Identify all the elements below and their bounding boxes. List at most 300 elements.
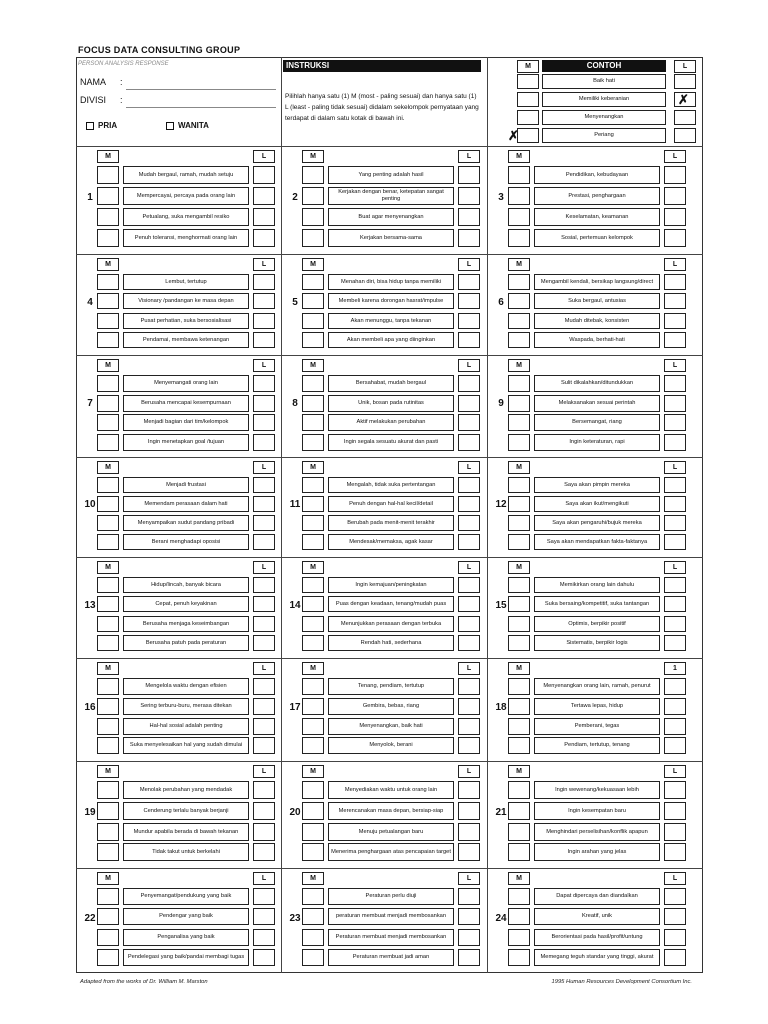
group-m-label: M (508, 258, 530, 271)
least-checkbox[interactable] (253, 293, 275, 309)
grid-line-horizontal (76, 658, 703, 659)
least-checkbox[interactable] (664, 395, 686, 412)
most-checkbox[interactable] (302, 737, 324, 754)
most-checkbox[interactable] (508, 515, 530, 531)
least-checkbox[interactable] (664, 949, 686, 966)
most-checkbox[interactable] (97, 395, 119, 412)
group-number: 23 (289, 912, 301, 924)
group-number: 17 (289, 701, 301, 713)
most-checkbox[interactable] (97, 434, 119, 451)
most-checkbox[interactable] (508, 908, 530, 925)
least-checkbox[interactable] (664, 313, 686, 329)
statement-text: Unik, bosan pada rutinitas (328, 395, 454, 412)
group-m-label: M (508, 662, 530, 675)
most-checkbox[interactable] (508, 434, 530, 451)
most-checkbox[interactable] (97, 888, 119, 905)
most-checkbox[interactable] (508, 929, 530, 946)
statement-text: Ingin wewenang/kekuasaan lebih (534, 781, 660, 799)
statement-text: Menunjukkan perasaan dengan terbuka (328, 616, 454, 632)
least-checkbox[interactable] (458, 929, 480, 946)
statement-text: Menyemangati orang lain (123, 375, 249, 392)
least-checkbox[interactable] (458, 434, 480, 451)
most-checkbox[interactable] (508, 949, 530, 966)
least-checkbox[interactable] (253, 718, 275, 735)
gender-female-option[interactable] (166, 121, 209, 130)
group-number: 2 (292, 192, 298, 203)
least-checkbox[interactable] (253, 616, 275, 632)
statement-text: Cenderung terlalu banyak berjanji (123, 802, 249, 820)
most-checkbox[interactable] (302, 434, 324, 451)
most-checkbox[interactable] (97, 781, 119, 799)
least-checkbox[interactable] (253, 313, 275, 329)
most-checkbox[interactable] (302, 313, 324, 329)
group-number: 1 (87, 192, 93, 203)
example-title: CONTOH (542, 60, 666, 72)
least-checkbox[interactable] (664, 229, 686, 247)
most-checkbox[interactable] (97, 332, 119, 348)
least-checkbox[interactable] (458, 229, 480, 247)
least-checkbox[interactable] (253, 274, 275, 290)
least-checkbox[interactable] (458, 208, 480, 226)
division-field[interactable] (126, 107, 276, 108)
most-checkbox[interactable] (508, 616, 530, 632)
group-number: 15 (495, 599, 507, 611)
most-checkbox[interactable] (97, 698, 119, 715)
group-m-label: M (302, 765, 324, 778)
least-checkbox[interactable] (458, 496, 480, 512)
most-checkbox[interactable] (97, 274, 119, 290)
statement-text: Kreatif, unik (534, 908, 660, 925)
statement-text: Menyampaikan sudut pandang pribadi (123, 515, 249, 531)
least-checkbox[interactable] (253, 698, 275, 715)
most-checkbox[interactable] (508, 802, 530, 820)
example-l-checkbox (674, 74, 696, 89)
least-checkbox[interactable] (458, 949, 480, 966)
most-checkbox[interactable] (508, 395, 530, 412)
least-checkbox[interactable] (458, 718, 480, 735)
statement-text: Akan membeli apa yang diinginkan (328, 332, 454, 348)
least-checkbox[interactable] (664, 843, 686, 861)
most-checkbox[interactable] (302, 375, 324, 392)
statement-text: Memegang teguh standar yang tinggi, akurat (534, 949, 660, 966)
most-checkbox[interactable] (508, 534, 530, 550)
group-m-label: M (97, 359, 119, 372)
most-checkbox[interactable] (302, 414, 324, 431)
least-checkbox[interactable] (458, 293, 480, 309)
most-checkbox[interactable] (302, 515, 324, 531)
most-checkbox[interactable] (97, 313, 119, 329)
group-m-label: M (508, 359, 530, 372)
group-l-label: L (664, 872, 686, 885)
least-checkbox[interactable] (664, 414, 686, 431)
least-checkbox[interactable] (253, 515, 275, 531)
gender-male-option[interactable] (86, 121, 117, 130)
most-checkbox[interactable] (97, 802, 119, 820)
statement-text: Sering terburu-buru, merasa ditekan (123, 698, 249, 715)
most-checkbox[interactable] (508, 477, 530, 493)
group-number: 14 (289, 599, 301, 611)
statement-text: Kerjakan bersama-sama (328, 229, 454, 247)
statement-text: Kerjakan dengan benar, ketepatan sangat penting (328, 187, 454, 205)
group-l-label: L (253, 359, 275, 372)
statement-text: Mempercayai, percaya pada orang lain (123, 187, 249, 205)
statement-text: Ingin kesempatan baru (534, 802, 660, 820)
least-checkbox[interactable] (664, 293, 686, 309)
group-number: 19 (84, 806, 96, 818)
most-checkbox[interactable] (302, 908, 324, 925)
least-checkbox[interactable] (458, 274, 480, 290)
form-subtitle: PERSON ANALYSIS RESPONSE (78, 61, 169, 67)
most-checkbox[interactable] (302, 843, 324, 861)
most-checkbox[interactable] (508, 596, 530, 612)
least-checkbox[interactable] (664, 434, 686, 451)
least-checkbox[interactable] (253, 596, 275, 612)
most-checkbox[interactable] (302, 534, 324, 550)
statement-text: Menghindari perselisihan/konflik apapun (534, 823, 660, 841)
grid-line-horizontal (76, 761, 703, 762)
example-statement: Baik hati (542, 74, 666, 89)
statement-text: Pendamai, membawa ketenangan (123, 332, 249, 348)
group-number: 5 (292, 296, 298, 308)
statement-text: Pemberani, tegas (534, 718, 660, 735)
least-checkbox[interactable] (664, 577, 686, 593)
example-m-cross-icon: ✗ (508, 128, 519, 143)
group-l-label: L (664, 461, 686, 474)
most-checkbox[interactable] (508, 843, 530, 861)
least-checkbox[interactable] (253, 375, 275, 392)
least-checkbox[interactable] (458, 313, 480, 329)
least-checkbox[interactable] (253, 208, 275, 226)
most-checkbox[interactable] (302, 166, 324, 184)
least-checkbox[interactable] (253, 229, 275, 247)
group-m-label: M (302, 461, 324, 474)
most-checkbox[interactable] (508, 414, 530, 431)
most-checkbox[interactable] (302, 781, 324, 799)
least-checkbox[interactable] (664, 908, 686, 925)
least-checkbox[interactable] (253, 823, 275, 841)
statement-text: Mengelola waktu dengan efisien (123, 678, 249, 695)
statement-text: Mundur apabila berada di bawah tekanan (123, 823, 249, 841)
most-checkbox[interactable] (302, 678, 324, 695)
most-checkbox[interactable] (302, 477, 324, 493)
most-checkbox[interactable] (508, 718, 530, 735)
least-checkbox[interactable] (458, 414, 480, 431)
most-checkbox[interactable] (97, 843, 119, 861)
gender-male-checkbox[interactable] (86, 122, 94, 130)
least-checkbox[interactable] (458, 698, 480, 715)
least-checkbox[interactable] (253, 802, 275, 820)
least-checkbox[interactable] (253, 843, 275, 861)
most-checkbox[interactable] (97, 635, 119, 651)
most-checkbox[interactable] (97, 823, 119, 841)
least-checkbox[interactable] (458, 375, 480, 392)
least-checkbox[interactable] (458, 332, 480, 348)
least-checkbox[interactable] (253, 678, 275, 695)
least-checkbox[interactable] (253, 635, 275, 651)
statement-text: peraturan membuat menjadi membosankan (328, 908, 454, 925)
statement-text: Waspada, berhati-hati (534, 332, 660, 348)
least-checkbox[interactable] (253, 781, 275, 799)
statement-text: Pusat perhatian, suka bersosialisasi (123, 313, 249, 329)
most-checkbox[interactable] (97, 208, 119, 226)
least-checkbox[interactable] (664, 718, 686, 735)
group-l-label: L (458, 561, 480, 574)
most-checkbox[interactable] (302, 208, 324, 226)
statement-text: Buat agar menyenangkan (328, 208, 454, 226)
most-checkbox[interactable] (508, 166, 530, 184)
least-checkbox[interactable] (664, 737, 686, 754)
least-checkbox[interactable] (253, 577, 275, 593)
group-m-label: M (97, 258, 119, 271)
most-checkbox[interactable] (508, 678, 530, 695)
least-checkbox[interactable] (664, 823, 686, 841)
least-checkbox[interactable] (253, 908, 275, 925)
statement-text: Pendengar yang baik (123, 908, 249, 925)
most-checkbox[interactable] (97, 596, 119, 612)
statement-text: Keselamatan, keamanan (534, 208, 660, 226)
most-checkbox[interactable] (508, 781, 530, 799)
least-checkbox[interactable] (253, 477, 275, 493)
grid-line-horizontal (76, 146, 703, 147)
least-checkbox[interactable] (253, 187, 275, 205)
least-checkbox[interactable] (664, 678, 686, 695)
statement-text: Suka bergaul, antusias (534, 293, 660, 309)
most-checkbox[interactable] (97, 477, 119, 493)
grid-line-vertical (487, 57, 488, 973)
least-checkbox[interactable] (458, 477, 480, 493)
most-checkbox[interactable] (508, 888, 530, 905)
most-checkbox[interactable] (508, 375, 530, 392)
statement-text: Sistematis, berpikir logis (534, 635, 660, 651)
group-l-label: L (458, 872, 480, 885)
statement-text: Saya akan pimpin mereka (534, 477, 660, 493)
most-checkbox[interactable] (97, 577, 119, 593)
group-l-label: L (253, 461, 275, 474)
group-number: 24 (495, 912, 507, 924)
statement-text: Memendam perasaan dalam hati (123, 496, 249, 512)
most-checkbox[interactable] (302, 229, 324, 247)
least-checkbox[interactable] (253, 737, 275, 754)
statement-text: Merencanakan masa depan, bersiap-siap (328, 802, 454, 820)
most-checkbox[interactable] (97, 616, 119, 632)
statement-text: Gembira, bebas, riang (328, 698, 454, 715)
most-checkbox[interactable] (97, 515, 119, 531)
most-checkbox[interactable] (302, 718, 324, 735)
group-l-label: L (664, 765, 686, 778)
group-m-label: M (302, 150, 324, 163)
least-checkbox[interactable] (253, 888, 275, 905)
least-checkbox[interactable] (458, 781, 480, 799)
most-checkbox[interactable] (302, 616, 324, 632)
least-checkbox[interactable] (664, 187, 686, 205)
most-checkbox[interactable] (508, 823, 530, 841)
most-checkbox[interactable] (508, 737, 530, 754)
statement-text: Penganalisa yang baik (123, 929, 249, 946)
least-checkbox[interactable] (664, 166, 686, 184)
group-m-label: M (97, 150, 119, 163)
least-checkbox[interactable] (458, 888, 480, 905)
most-checkbox[interactable] (97, 718, 119, 735)
least-checkbox[interactable] (664, 698, 686, 715)
statement-text: Berusaha mencapai kesempurnaan (123, 395, 249, 412)
least-checkbox[interactable] (253, 434, 275, 451)
most-checkbox[interactable] (97, 908, 119, 925)
least-checkbox[interactable] (458, 166, 480, 184)
group-l-label: L (458, 150, 480, 163)
most-checkbox[interactable] (302, 802, 324, 820)
least-checkbox[interactable] (458, 187, 480, 205)
most-checkbox[interactable] (302, 698, 324, 715)
statement-text: Prestasi, penghargaan (534, 187, 660, 205)
least-checkbox[interactable] (664, 208, 686, 226)
most-checkbox[interactable] (508, 698, 530, 715)
most-checkbox[interactable] (97, 229, 119, 247)
least-checkbox[interactable] (664, 888, 686, 905)
statement-text: Hal-hal sosial adalah penting (123, 718, 249, 735)
most-checkbox[interactable] (302, 496, 324, 512)
statement-text: Menjadi frustasi (123, 477, 249, 493)
most-checkbox[interactable] (302, 293, 324, 309)
most-checkbox[interactable] (508, 187, 530, 205)
most-checkbox[interactable] (508, 274, 530, 290)
footer-credit: Adapted from the works of Dr. William M. Marston (80, 979, 208, 985)
statement-text: Menyenangkan, baik hati (328, 718, 454, 735)
least-checkbox[interactable] (664, 616, 686, 632)
most-checkbox[interactable] (97, 949, 119, 966)
least-checkbox[interactable] (253, 395, 275, 412)
statement-text: Bersahabat, mudah bergaul (328, 375, 454, 392)
statement-text: Pendelegasi yang baik/pandai membagi tugas (123, 949, 249, 966)
least-checkbox[interactable] (458, 908, 480, 925)
most-checkbox[interactable] (302, 823, 324, 841)
statement-text: Tenang, pendiam, tertutup (328, 678, 454, 695)
group-number: 3 (498, 192, 504, 203)
most-checkbox[interactable] (508, 313, 530, 329)
statement-text: Sosial, pertemuan kelompok (534, 229, 660, 247)
statement-text: Menuju petualangan baru (328, 823, 454, 841)
most-checkbox[interactable] (302, 888, 324, 905)
most-checkbox[interactable] (508, 293, 530, 309)
statement-text: Ingin kemajuan/peningkatan (328, 577, 454, 593)
group-l-label: L (458, 662, 480, 675)
statement-text: Ingin segala sesuatu akurat dan pasti (328, 434, 454, 451)
most-checkbox[interactable] (302, 274, 324, 290)
least-checkbox[interactable] (664, 635, 686, 651)
most-checkbox[interactable] (302, 187, 324, 205)
most-checkbox[interactable] (508, 635, 530, 651)
least-checkbox[interactable] (458, 515, 480, 531)
most-checkbox[interactable] (97, 414, 119, 431)
least-checkbox[interactable] (664, 332, 686, 348)
statement-text: Mengalah, tidak suka pertentangan (328, 477, 454, 493)
least-checkbox[interactable] (253, 332, 275, 348)
most-checkbox[interactable] (508, 577, 530, 593)
footer-copyright: 1995 Human Resources Development Consortium Inc. (551, 979, 692, 985)
least-checkbox[interactable] (458, 678, 480, 695)
least-checkbox[interactable] (458, 577, 480, 593)
most-checkbox[interactable] (302, 596, 324, 612)
statement-text: Puas dengan keadaan, tenang/mudah puas (328, 596, 454, 612)
least-checkbox[interactable] (664, 496, 686, 512)
most-checkbox[interactable] (508, 208, 530, 226)
least-checkbox[interactable] (458, 843, 480, 861)
most-checkbox[interactable] (302, 635, 324, 651)
group-l-label: L (664, 359, 686, 372)
most-checkbox[interactable] (97, 737, 119, 754)
statement-text: Hidup/lincah, banyak bicara (123, 577, 249, 593)
least-checkbox[interactable] (458, 596, 480, 612)
least-checkbox[interactable] (664, 515, 686, 531)
statement-text: Menerima penghargaan atas pencapaian target (328, 843, 454, 861)
example-l-checkbox (674, 128, 696, 143)
statement-text: Sulit dikalahkan/ditundukkan (534, 375, 660, 392)
statement-text: Lembut, tertutup (123, 274, 249, 290)
least-checkbox[interactable] (458, 823, 480, 841)
most-checkbox[interactable] (302, 949, 324, 966)
most-checkbox[interactable] (302, 929, 324, 946)
most-checkbox[interactable] (97, 496, 119, 512)
most-checkbox[interactable] (302, 395, 324, 412)
least-checkbox[interactable] (664, 781, 686, 799)
instructions-title: INSTRUKSI (283, 60, 481, 72)
statement-text: Optimis, berpikir positif (534, 616, 660, 632)
least-checkbox[interactable] (458, 737, 480, 754)
statement-text: Menyolok, berani (328, 737, 454, 754)
most-checkbox[interactable] (302, 577, 324, 593)
least-checkbox[interactable] (458, 395, 480, 412)
least-checkbox[interactable] (253, 496, 275, 512)
most-checkbox[interactable] (97, 375, 119, 392)
least-checkbox[interactable] (664, 477, 686, 493)
most-checkbox[interactable] (97, 187, 119, 205)
statement-text: Suka menyelesaikan hal yang sudah dimulai (123, 737, 249, 754)
least-checkbox[interactable] (253, 414, 275, 431)
statement-text: Pendidikan, kebudayaan (534, 166, 660, 184)
most-checkbox[interactable] (97, 929, 119, 946)
least-checkbox[interactable] (253, 949, 275, 966)
least-checkbox[interactable] (458, 802, 480, 820)
most-checkbox[interactable] (508, 332, 530, 348)
name-field[interactable] (126, 89, 276, 90)
most-checkbox[interactable] (508, 496, 530, 512)
least-checkbox[interactable] (664, 375, 686, 392)
least-checkbox[interactable] (664, 534, 686, 550)
most-checkbox[interactable] (97, 534, 119, 550)
most-checkbox[interactable] (302, 332, 324, 348)
least-checkbox[interactable] (253, 929, 275, 946)
most-checkbox[interactable] (97, 293, 119, 309)
least-checkbox[interactable] (458, 635, 480, 651)
least-checkbox[interactable] (664, 929, 686, 946)
division-label: DIVISI (80, 95, 107, 105)
group-l-label: L (664, 258, 686, 271)
least-checkbox[interactable] (458, 534, 480, 550)
statement-text: Ingin menetapkan goal /tujuan (123, 434, 249, 451)
statement-text: Ingin keteraturan, rapi (534, 434, 660, 451)
least-checkbox[interactable] (458, 616, 480, 632)
least-checkbox[interactable] (253, 534, 275, 550)
least-checkbox[interactable] (664, 274, 686, 290)
most-checkbox[interactable] (97, 166, 119, 184)
least-checkbox[interactable] (253, 166, 275, 184)
gender-female-checkbox[interactable] (166, 122, 174, 130)
group-m-label: M (508, 872, 530, 885)
most-checkbox[interactable] (508, 229, 530, 247)
group-number: 7 (87, 398, 93, 409)
least-checkbox[interactable] (664, 596, 686, 612)
most-checkbox[interactable] (97, 678, 119, 695)
least-checkbox[interactable] (664, 802, 686, 820)
